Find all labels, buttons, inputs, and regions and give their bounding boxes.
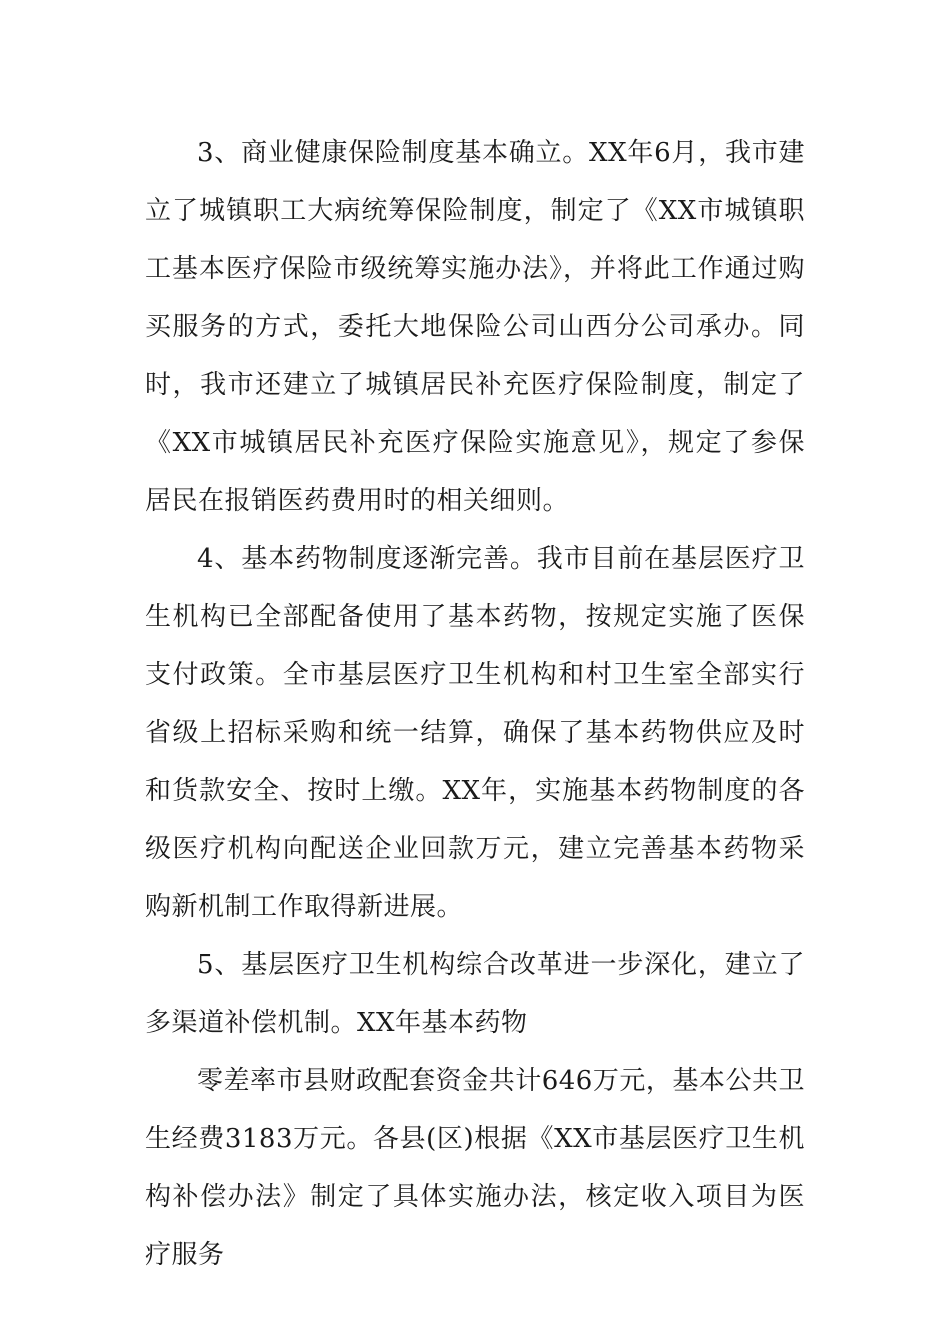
paragraph-primary-care-reform: 5、基层医疗卫生机构综合改革进一步深化，建立了多渠道补偿机制。XX年基本药物 <box>145 950 805 1038</box>
paragraph-commercial-health-insurance: 3、商业健康保险制度基本确立。XX年6月，我市建立了城镇职工大病统筹保险制度，制定了《XX市城镇职工基本医疗保险市级统筹实施办法》，并将此工作通过购买服务的方式，委托大地保险公司山西分公司承办。同时，我市还建立了城镇居民补充医疗保险制度，制定了《XX市城镇居民补充医疗保险实施意见》，规定了参保居民在报销医药费用时的相关细则。 <box>145 138 805 516</box>
paragraph-fiscal-funding: 零差率市县财政配套资金共计646万元，基本公共卫生经费3183万元。各县(区)根据《XX市基层医疗卫生机构补偿办法》制定了具体实施办法，核定收入项目为医疗服务 <box>145 1066 805 1270</box>
paragraph-essential-drugs-system: 4、基本药物制度逐渐完善。我市目前在基层医疗卫生机构已全部配备使用了基本药物，按规定实施了医保支付政策。全市基层医疗卫生机构和村卫生室全部实行省级上招标采购和统一结算，确保了基本药物供应及时和货款安全、按时上缴。XX年，实施基本药物制度的各级医疗机构向配送企业回款万元，建立完善基本药物采购新机制工作取得新进展。 <box>145 544 805 922</box>
